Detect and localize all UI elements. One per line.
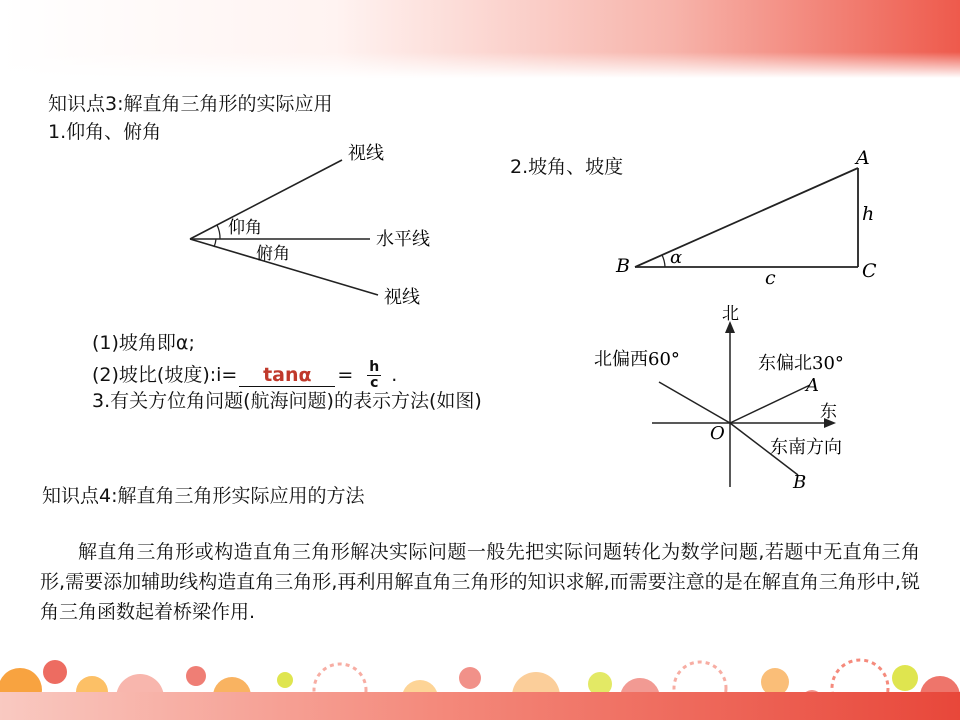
point-B-label: B <box>793 472 807 493</box>
section3-title: 知识点3:解直角三角形的实际应用 <box>48 93 333 115</box>
sight-line-bottom-label: 视线 <box>384 287 420 308</box>
sight-line-top-label: 视线 <box>348 143 384 164</box>
slope-ratio-period: . <box>391 364 398 386</box>
north-label: 北 <box>722 305 739 324</box>
east-label: 东 <box>820 402 837 422</box>
origin-O-label: O <box>710 423 725 444</box>
east-north-30-label: 东偏北30° <box>758 353 844 374</box>
item1-label: 1.仰角、俯角 <box>48 121 162 143</box>
slope-ratio-line <box>92 360 397 391</box>
side-c-label: c <box>765 267 776 289</box>
side-h-label: h <box>862 203 875 225</box>
item3-label: 3.有关方位角问题(航海问题)的表示方法(如图) <box>92 390 482 412</box>
footer-band <box>0 692 960 720</box>
north-west-60-label: 北偏西60° <box>594 349 680 370</box>
point-A-label: A <box>806 375 819 396</box>
depression-angle-label: 俯角 <box>256 244 290 264</box>
slope-angle-text: (1)坡角即α; <box>92 332 195 354</box>
horizontal-line-label: 水平线 <box>376 229 430 250</box>
section4-title: 知识点4:解直角三角形实际应用的方法 <box>42 485 365 507</box>
section4-body: 解直角三角形或构造直角三角形解决实际问题一般先把实际问题转化为数学问题,若题中无直角三角形,需要添加辅助线构造直角三角形,再利用解直角三角形的知识求解,而需要注意的是在解直角三角形中,锐角三角函数起着桥梁作用. <box>40 541 920 623</box>
item2-label: 2.坡角、坡度 <box>510 156 624 178</box>
elevation-depression-figure <box>180 135 450 315</box>
slope-triangle-figure <box>610 140 890 290</box>
slope-ratio-prefix: (2)坡比(坡度):i= <box>92 364 238 386</box>
bearing-direction-figure <box>590 305 890 495</box>
vertex-C-label: C <box>862 260 877 282</box>
vertex-B-label: B <box>616 255 630 277</box>
slope-ratio-fraction <box>367 360 381 391</box>
slope-ratio-answer: tanα <box>239 364 335 387</box>
slope-ratio-equals: = <box>337 364 354 386</box>
header-decoration <box>0 0 960 78</box>
south-east-label: 东南方向 <box>770 437 842 458</box>
angle-alpha-label: α <box>670 247 683 268</box>
fraction-numerator: h <box>369 359 380 375</box>
vertex-A-label: A <box>856 147 870 169</box>
fraction-denominator: c <box>370 375 379 391</box>
elevation-angle-label: 仰角 <box>228 218 262 238</box>
